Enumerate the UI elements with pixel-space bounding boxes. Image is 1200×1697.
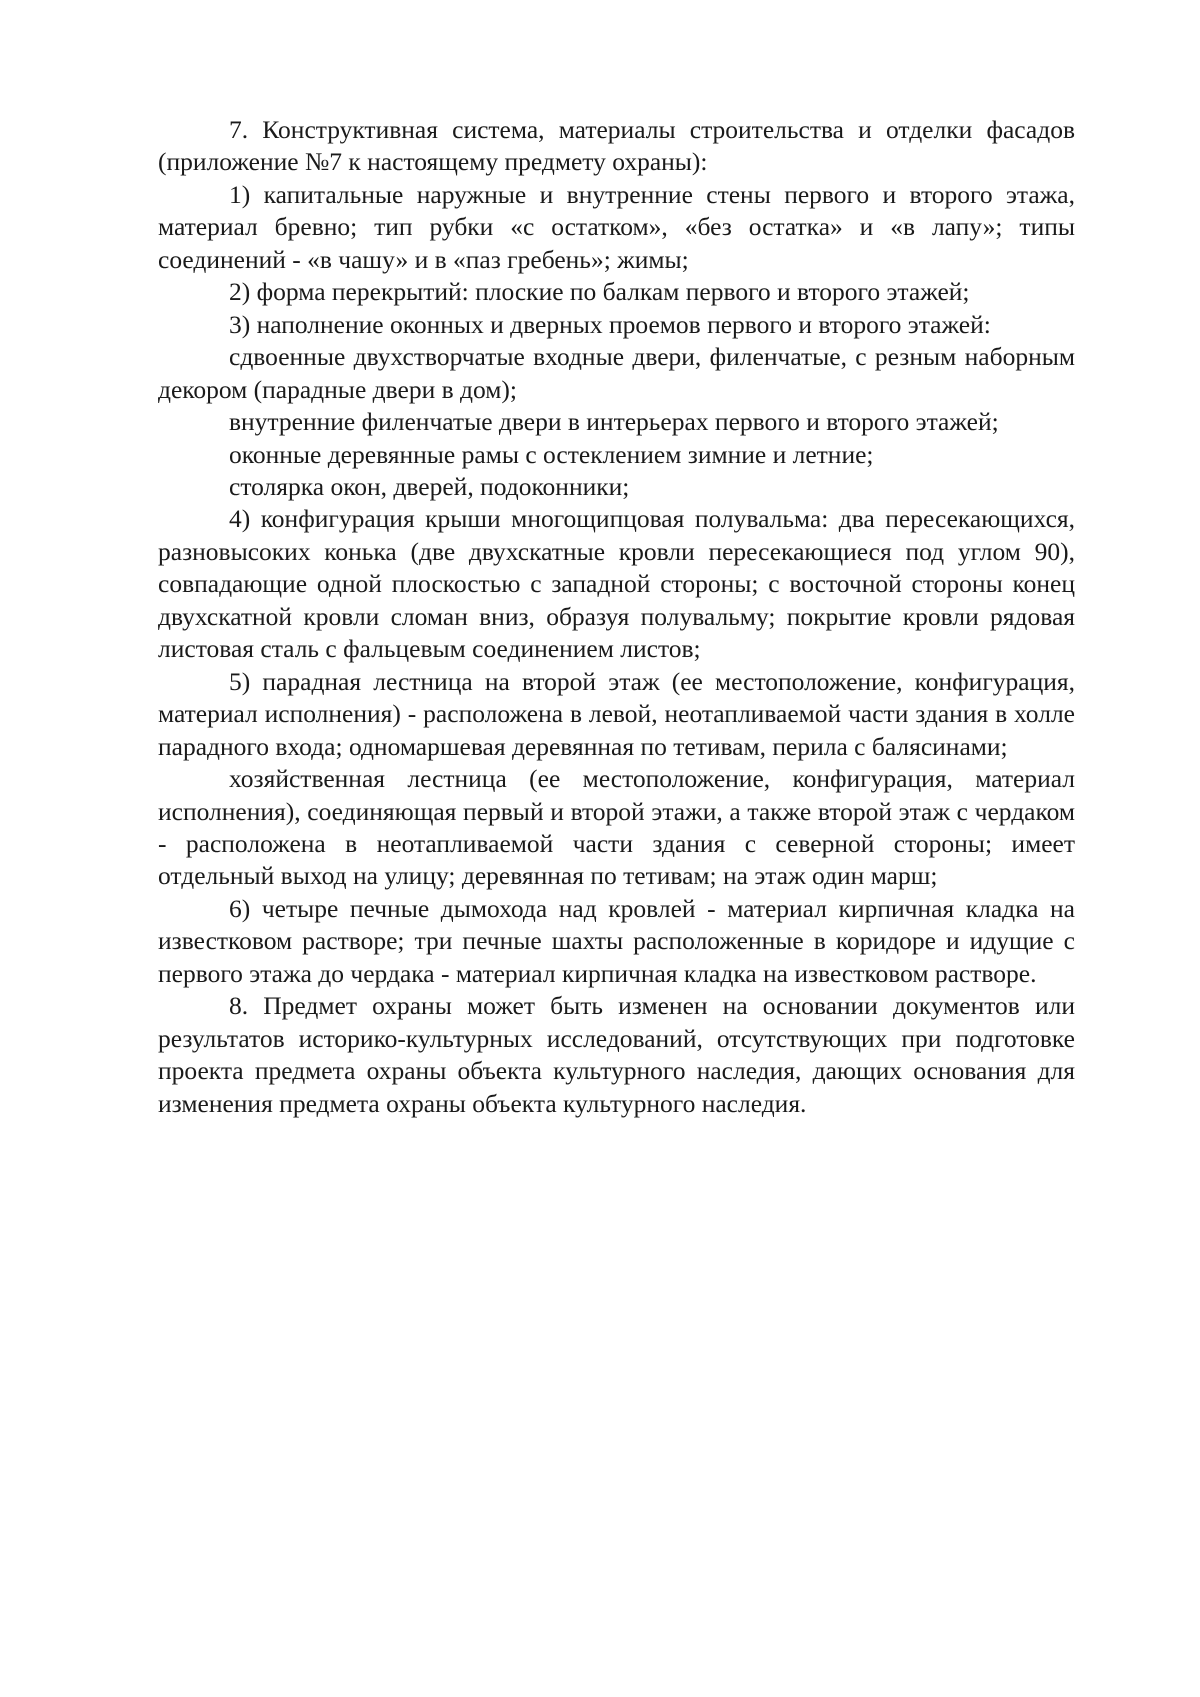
list-item-chimneys: 6) четыре печные дымохода над кровлей - материал кирпичная кладка на известковом растворе; три печные шахты расположенные в коридоре и идущие с первого этажа до чердака - материал кирпичная кладка на известковом растворе.: [158, 893, 1075, 988]
sub-item-entrance-doors: сдвоенные двухстворчатые входные двери, филенчатые, с резным наборным декором (парадные двери в дом);: [158, 342, 1075, 404]
list-item-floors: 2) форма перекрытий: плоские по балкам первого и второго этажей;: [229, 277, 970, 307]
sub-item-interior-doors: внутренние филенчатые двери в интерьерах первого и второго этажей;: [229, 407, 999, 437]
paragraph-8-protection-subject: 8. Предмет охраны может быть изменен на основании документов или результатов историко-культурных исследований, отсутствующих при подготовке проекта предмета охраны объекта культурного наследия, дающих основания для изменения предмета охраны объекта культурного наследия.: [158, 991, 1075, 1118]
list-item-main-staircase: 5) парадная лестница на второй этаж (ее местоположение, конфигурация, материал исполнения) - расположена в левой, неотапливаемой части здания в холле парадного входа; одномаршевая деревянная по тетивам, перила с балясинами;: [158, 666, 1075, 761]
list-item-roof: 4) конфигурация крыши многощипцовая полувальма: два пересекающихся, разновысоких конька (две двухскатные кровли пересекающиеся под углом 90), совпадающие одной плоскостью с западной стороны; с восточной стороны конец двухскатной кровли сломан вниз, образуя полувальму; покрытие кровли рядовая листовая сталь с фальцевым соединением листов;: [158, 504, 1075, 664]
paragraph-7-structural-system: 7. Конструктивная система, материалы строительства и отделки фасадов (приложение №7 к настоящему предмету охраны):: [158, 115, 1075, 177]
document-body: [158, 114, 1075, 1120]
sub-item-service-staircase: хозяйственная лестница (ее местоположение, конфигурация, материал исполнения), соединяющая первый и второй этажи, а также второй этаж с чердаком - расположена в неотапливаемой части здания с северной стороны; имеет отдельный выход на улицу; деревянная по тетивам; на этаж один марш;: [158, 764, 1075, 891]
sub-item-joinery: столярка окон, дверей, подоконники;: [229, 471, 630, 501]
sub-item-window-frames: оконные деревянные рамы с остеклением зимние и летние;: [229, 439, 874, 469]
list-item-openings: 3) наполнение оконных и дверных проемов первого и второго этажей:: [229, 309, 991, 339]
list-item-walls: 1) капитальные наружные и внутренние стены первого и второго этажа, материал бревно; тип рубки «с остатком», «без остатка» и «в лапу»; типы соединений - «в чашу» и в «паз гребень»; жимы;: [158, 179, 1075, 274]
